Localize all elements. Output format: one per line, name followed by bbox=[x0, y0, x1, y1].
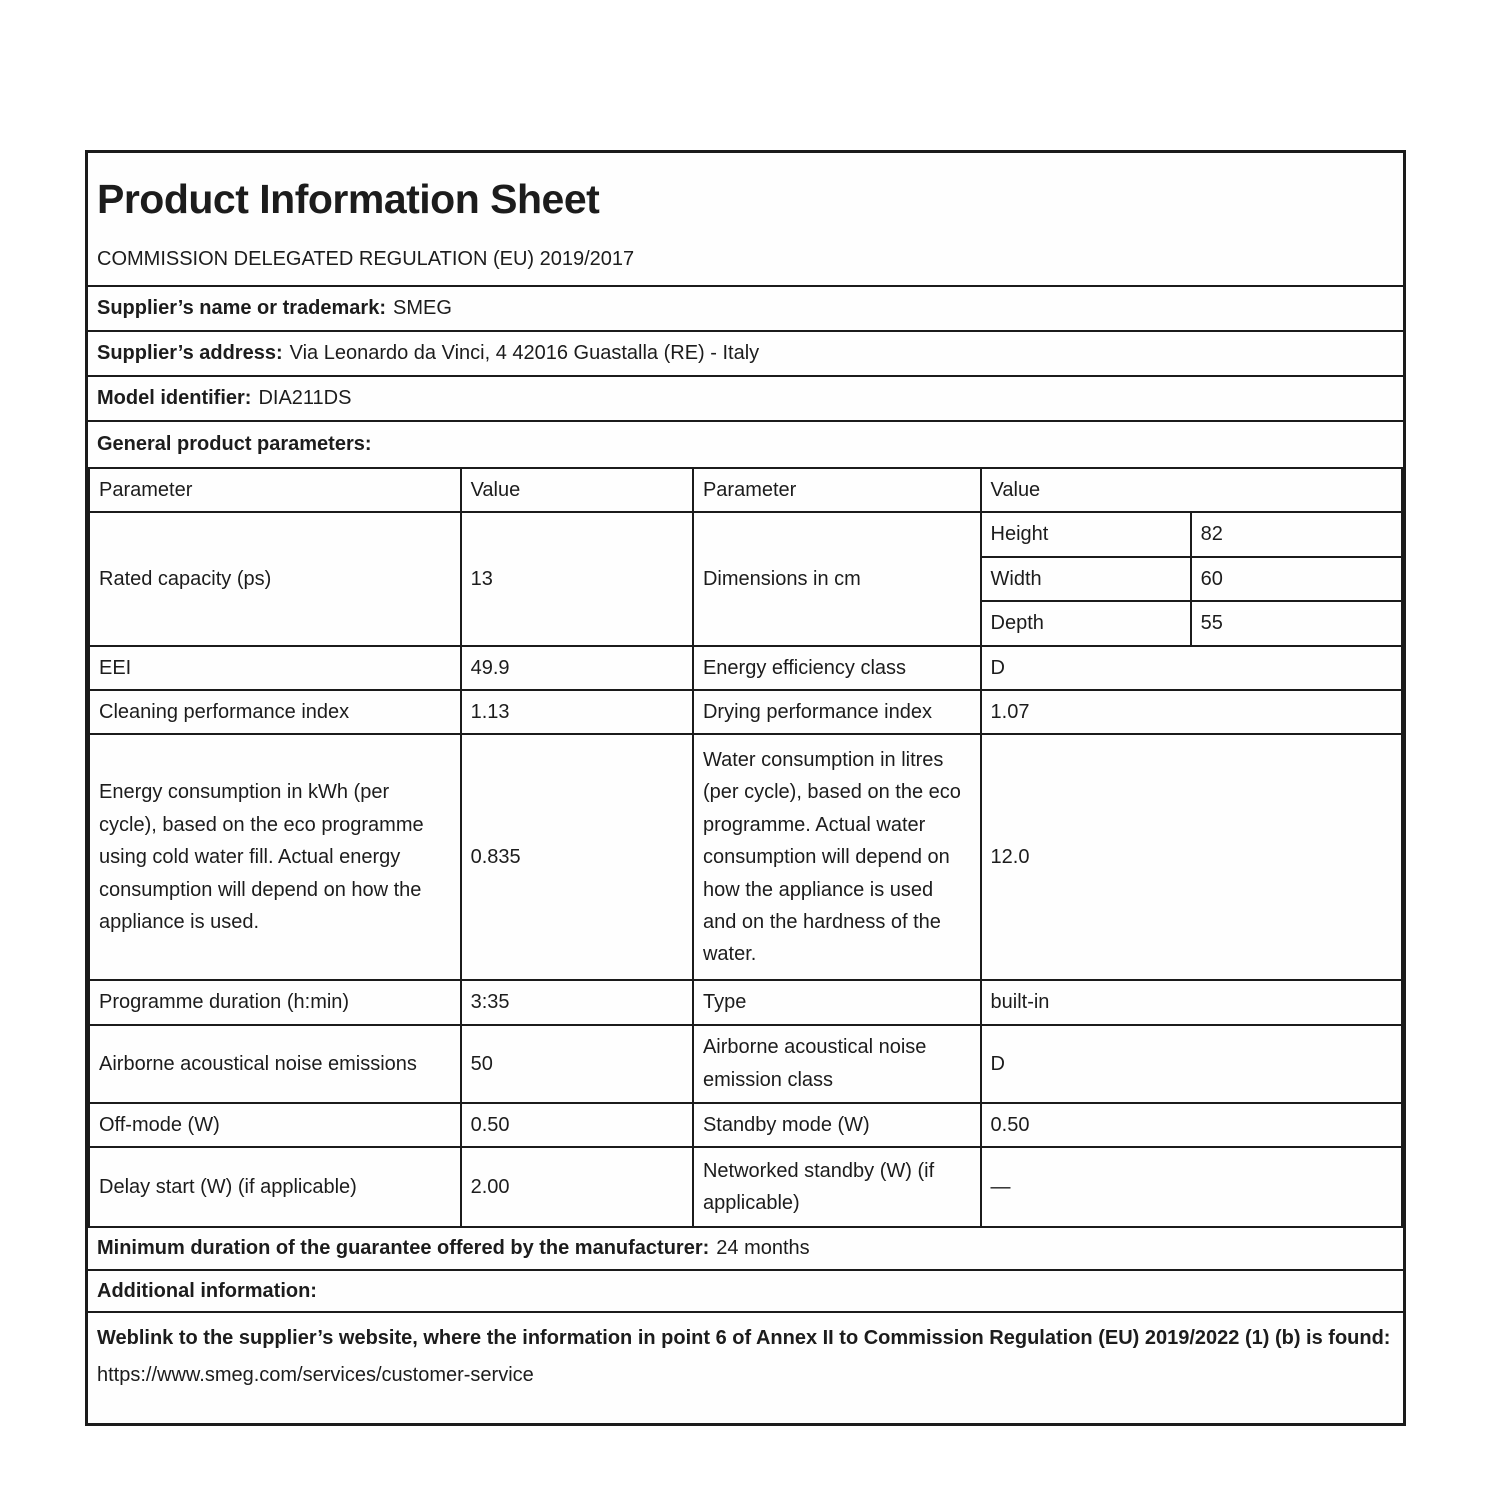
value-off-mode: 0.50 bbox=[461, 1103, 693, 1147]
supplier-address-label: Supplier’s address: bbox=[97, 342, 283, 365]
value-width: 60 bbox=[1191, 557, 1402, 601]
param-drying-index: Drying performance index bbox=[693, 690, 981, 734]
guarantee-value: 24 months bbox=[716, 1237, 810, 1260]
product-information-sheet bbox=[85, 150, 1406, 1426]
param-noise-class: Airborne acoustical noise emission class bbox=[693, 1025, 981, 1103]
table-header-row bbox=[89, 468, 1402, 512]
param-dimensions: Dimensions in cm bbox=[693, 512, 981, 645]
supplier-address-row bbox=[88, 332, 1403, 377]
header-parameter-left: Parameter bbox=[89, 468, 461, 512]
table-row bbox=[89, 690, 1402, 734]
value-height: 82 bbox=[1191, 512, 1402, 556]
value-energy-class: D bbox=[981, 646, 1402, 690]
value-depth: 55 bbox=[1191, 601, 1402, 645]
table-row bbox=[89, 646, 1402, 690]
param-type: Type bbox=[693, 980, 981, 1024]
value-programme-duration: 3:35 bbox=[461, 980, 693, 1024]
value-water-consumption: 12.0 bbox=[981, 734, 1402, 980]
param-water-consumption: Water consumption in litres (per cycle), based on the eco programme. Actual water consumption will depend on how the appliance is used and on the hardness of the water. bbox=[693, 734, 981, 980]
additional-information-label: Additional information: bbox=[97, 1279, 317, 1302]
value-cleaning-index: 1.13 bbox=[461, 690, 693, 734]
param-energy-consumption: Energy consumption in kWh (per cycle), based on the eco programme using cold water fill. Actual energy consumption will depend on how the appliance is used. bbox=[89, 734, 461, 980]
additional-information-row bbox=[88, 1271, 1403, 1313]
sheet-header bbox=[88, 153, 1403, 287]
supplier-name-label: Supplier’s name or trademark: bbox=[97, 297, 386, 320]
param-height: Height bbox=[981, 512, 1191, 556]
general-parameters-label: General product parameters: bbox=[97, 433, 372, 456]
general-parameters-section-row bbox=[88, 422, 1403, 467]
regulation-subtitle: COMMISSION DELEGATED REGULATION (EU) 2019/2017 bbox=[97, 248, 635, 271]
param-width: Width bbox=[981, 557, 1191, 601]
supplier-address-value: Via Leonardo da Vinci, 4 42016 Guastalla (RE) - Italy bbox=[289, 342, 760, 365]
param-eei: EEI bbox=[89, 646, 461, 690]
table-row bbox=[89, 734, 1402, 980]
value-standby-mode: 0.50 bbox=[981, 1103, 1402, 1147]
param-delay-start: Delay start (W) (if applicable) bbox=[89, 1147, 461, 1227]
value-rated-capacity: 13 bbox=[461, 512, 693, 645]
header-value-right: Value bbox=[981, 468, 1402, 512]
weblink-row bbox=[88, 1313, 1403, 1423]
table-row bbox=[89, 1147, 1402, 1227]
guarantee-row bbox=[88, 1228, 1403, 1271]
weblink-label: Weblink to the supplier’s website, where the information in point 6 of Annex II to Commission Regulation (EU) 2019/2022 (1) (b) is found: bbox=[97, 1327, 1391, 1350]
value-type: built-in bbox=[981, 980, 1402, 1024]
table-row bbox=[89, 1103, 1402, 1147]
param-energy-class: Energy efficiency class bbox=[693, 646, 981, 690]
weblink-url: https://www.smeg.com/services/customer-service bbox=[97, 1364, 534, 1387]
table-row bbox=[89, 512, 1402, 556]
param-rated-capacity: Rated capacity (ps) bbox=[89, 512, 461, 645]
param-depth: Depth bbox=[981, 601, 1191, 645]
param-programme-duration: Programme duration (h:min) bbox=[89, 980, 461, 1024]
table-row bbox=[89, 1025, 1402, 1103]
value-networked-standby: — bbox=[981, 1147, 1402, 1227]
param-networked-standby: Networked standby (W) (if applicable) bbox=[693, 1147, 981, 1227]
model-identifier-label: Model identifier: bbox=[97, 387, 252, 410]
page-title: Product Information Sheet bbox=[97, 176, 600, 222]
value-noise-emissions: 50 bbox=[461, 1025, 693, 1103]
value-delay-start: 2.00 bbox=[461, 1147, 693, 1227]
model-identifier-row bbox=[88, 377, 1403, 422]
param-off-mode: Off-mode (W) bbox=[89, 1103, 461, 1147]
param-standby-mode: Standby mode (W) bbox=[693, 1103, 981, 1147]
header-value-left: Value bbox=[461, 468, 693, 512]
value-energy-consumption: 0.835 bbox=[461, 734, 693, 980]
general-parameters-table bbox=[88, 467, 1403, 1228]
value-eei: 49.9 bbox=[461, 646, 693, 690]
value-noise-class: D bbox=[981, 1025, 1402, 1103]
value-drying-index: 1.07 bbox=[981, 690, 1402, 734]
supplier-name-row bbox=[88, 287, 1403, 332]
supplier-name-value: SMEG bbox=[392, 297, 452, 320]
guarantee-label: Minimum duration of the guarantee offered by the manufacturer: bbox=[97, 1237, 710, 1260]
header-parameter-right: Parameter bbox=[693, 468, 981, 512]
param-cleaning-index: Cleaning performance index bbox=[89, 690, 461, 734]
param-noise-emissions: Airborne acoustical noise emissions bbox=[89, 1025, 461, 1103]
table-row bbox=[89, 980, 1402, 1024]
model-identifier-value: DIA211DS bbox=[258, 387, 352, 410]
